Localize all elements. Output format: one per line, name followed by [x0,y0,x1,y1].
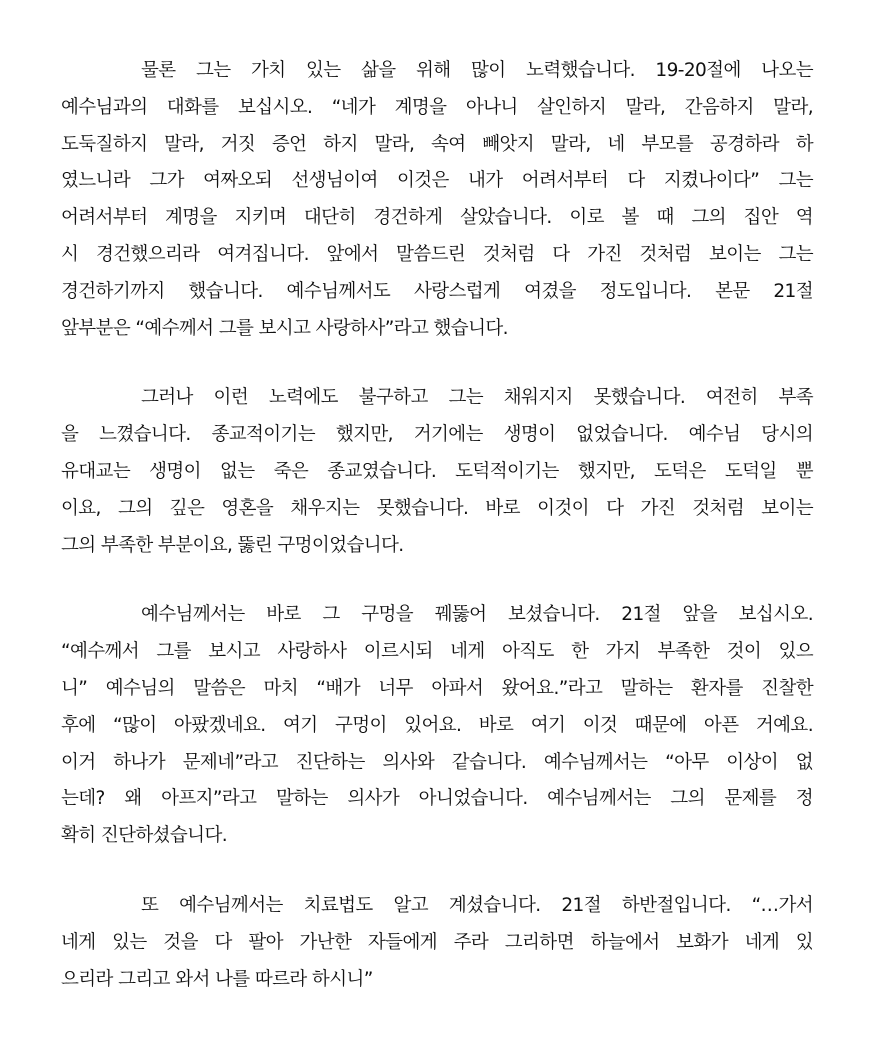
text-line: 였느니라 그가 여짜오되 선생님이여 이것은 내가 어려서부터 다 지켰나이다” 그는 [61,170,813,192]
text-line: 이요, 그의 깊은 영혼을 채우지는 못했습니다. 바로 이것이 다 가진 것처럼 보이는 [61,497,813,519]
text-line: 또 예수님께서는 치료법도 알고 계셨습니다. 21절 하반절입니다. “…가서 [141,894,813,916]
text-line: “예수께서 그를 보시고 사랑하사 이르시되 네게 아직도 한 가지 부족한 것이 있으 [61,641,813,663]
text-line: 어려서부터 계명을 지키며 대단히 경건하게 살았습니다. 이로 볼 때 그의 집안 역 [61,207,813,229]
text-line: 으리라 그리고 와서 나를 따르라 하시니” [61,968,373,990]
paragraph-2 [61,380,813,564]
text-line: 확히 진단하셨습니다. [61,825,228,847]
text-line: 유대교는 생명이 없는 죽은 종교였습니다. 도덕적이기는 했지만, 도덕은 도덕일 뿐 [61,460,813,482]
text-line: 도둑질하지 말라, 거짓 증언 하지 말라, 속여 빼앗지 말라, 네 부모를 공경하라 하 [61,133,813,155]
text-line: 앞부분은 “예수께서 그를 보시고 사랑하사”라고 했습니다. [61,317,508,339]
text-line: 예수님께서는 바로 그 구멍을 꿰뚫어 보셨습니다. 21절 앞을 보십시오. [141,604,813,626]
document-page [61,53,813,998]
text-line: 경건하기까지 했습니다. 예수님께서도 사랑스럽게 여겼을 정도입니다. 본문 21절 [61,280,813,302]
text-line: 물론 그는 가치 있는 삶을 위해 많이 노력했습니다. 19-20절에 나오는 [141,60,813,81]
text-line: 그의 부족한 부분이요, 뚫린 구멍이었습니다. [61,534,404,556]
text-line: 이거 하나가 문제네”라고 진단하는 의사와 같습니다. 예수님께서는 “아무 이상이 없 [61,751,813,773]
text-line: 예수님과의 대화를 보십시오. “네가 계명을 아나니 살인하지 말라, 간음하지 말라, [61,96,813,118]
paragraph-3 [61,597,813,855]
text-line: 을 느꼈습니다. 종교적이기는 했지만, 거기에는 생명이 없었습니다. 예수님 당시의 [61,424,813,446]
text-line: 는데? 왜 아프지”라고 말하는 의사가 아니었습니다. 예수님께서는 그의 문제를 정 [61,788,813,810]
text-line: 그러나 이런 노력에도 불구하고 그는 채워지지 못했습니다. 여전히 부족 [141,387,813,409]
text-line: 후에 “많이 아팠겠네요. 여기 구멍이 있어요. 바로 여기 이것 때문에 아픈 거예요. [61,714,813,736]
text-line: 네게 있는 것을 다 팔아 가난한 자들에게 주라 그리하면 하늘에서 보화가 네게 있 [61,931,813,953]
text-line: 시 경건했으리라 여겨집니다. 앞에서 말씀드린 것처럼 다 가진 것처럼 보이는 그는 [61,243,813,265]
paragraph-1 [61,53,813,347]
paragraph-4 [61,888,813,998]
text-line: 니” 예수님의 말씀은 마치 “배가 너무 아파서 왔어요.”라고 말하는 환자를 진찰한 [61,677,813,699]
